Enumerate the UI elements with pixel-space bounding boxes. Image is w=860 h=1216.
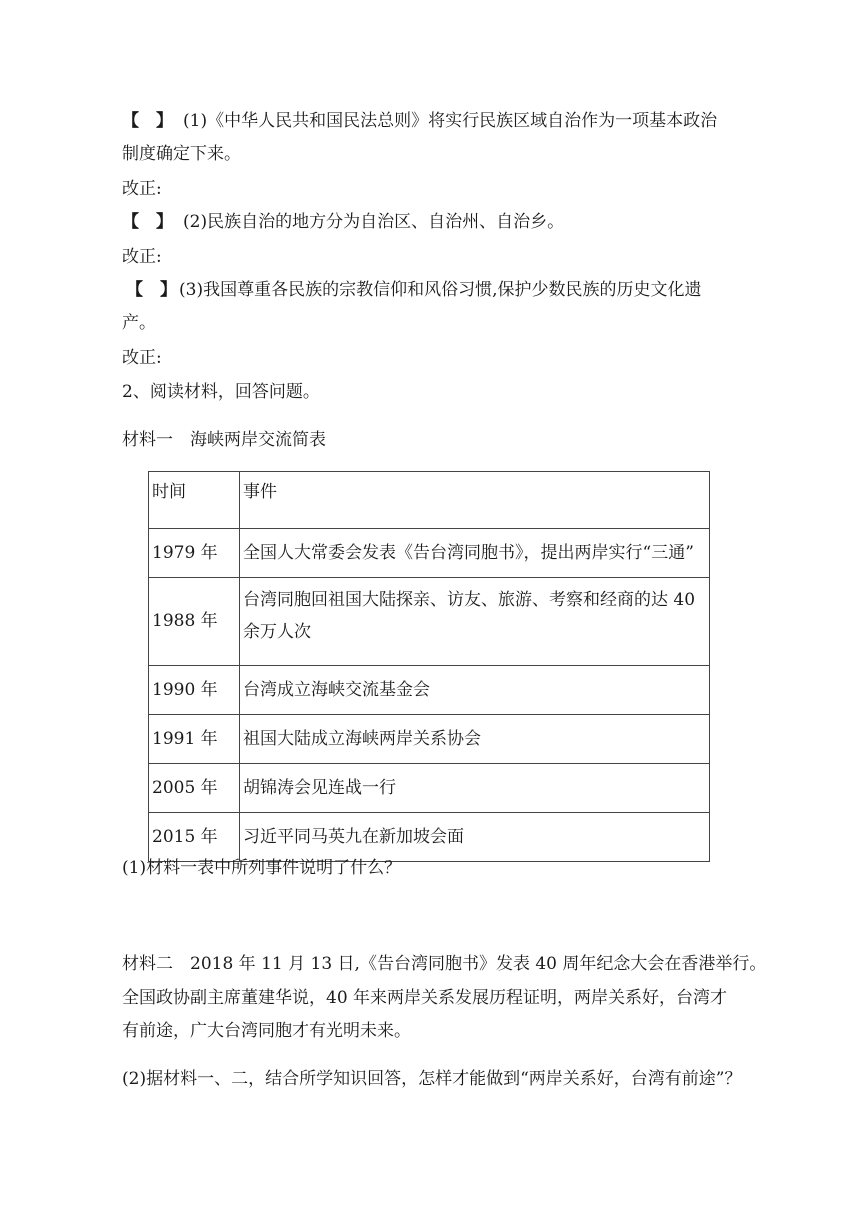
- table-row: [149, 666, 710, 715]
- material2-line2: 全国政协副主席董建华说，40 年来两岸关系发展历程证明，两岸关系好，台湾才: [122, 988, 728, 1008]
- answer-bracket[interactable]: 【 】: [122, 111, 173, 131]
- item1-line1: [122, 113, 717, 130]
- item1-text: (1)《中华人民共和国民法总则》将实行民族区域自治作为一项基本政治: [183, 111, 718, 131]
- correction-label-1: 改正:: [122, 179, 162, 199]
- cell-year: 1979 年: [149, 529, 240, 578]
- cell-event: 习近平同马英九在新加坡会面: [240, 813, 710, 862]
- cell-event: 全国人大常委会发表《告台湾同胞书》，提出两岸实行“三通”: [240, 529, 710, 578]
- cell-event-line: 台湾同胞回祖国大陆探亲、访友、旅游、考察和经商的达 40: [243, 590, 696, 610]
- cell-year: 2015 年: [149, 813, 240, 862]
- table-row: [149, 578, 710, 666]
- answer-bracket[interactable]: 【 】: [122, 212, 173, 232]
- material1-title: 材料一 海峡两岸交流简表: [122, 430, 326, 450]
- header-time: 时间: [149, 472, 240, 529]
- item1-line2: 制度确定下来。: [122, 144, 241, 164]
- cell-event: [240, 578, 710, 666]
- question2-heading: 2、阅读材料，回答问题。: [122, 382, 320, 402]
- table-row: [149, 529, 710, 578]
- table-row: [149, 764, 710, 813]
- exchange-table: [148, 471, 710, 862]
- table-row: [149, 715, 710, 764]
- cell-event: 胡锦涛会见连战一行: [240, 764, 710, 813]
- correction-label-2: 改正:: [122, 247, 162, 267]
- cell-year: 1991 年: [149, 715, 240, 764]
- question2-sub2: (2)据材料一、二，结合所学知识回答，怎样才能做到“两岸关系好，台湾有前途”？: [122, 1069, 742, 1089]
- item2-line1: [122, 214, 564, 231]
- material2-line3: 有前途，广大台湾同胞才有光明未来。: [122, 1021, 411, 1041]
- table-header-row: [149, 472, 710, 529]
- cell-event: 台湾成立海峡交流基金会: [240, 666, 710, 715]
- correction-label-3: 改正:: [122, 348, 162, 368]
- cell-year: 1988 年: [149, 578, 240, 666]
- item3-text: (3)我国尊重各民族的宗教信仰和风俗习惯,保护少数民族的历史文化遗: [179, 280, 702, 300]
- item3-line2: 产。: [122, 313, 156, 333]
- question2-sub1: (1)材料一表中所列事件说明了什么？: [122, 858, 402, 878]
- header-event: 事件: [240, 472, 710, 529]
- material2-line1: 材料二 2018 年 11 月 13 日,《告台湾同胞书》发表 40 周年纪念大会在香港举行。: [122, 954, 767, 974]
- cell-year: 1990 年: [149, 666, 240, 715]
- item2-text: (2)民族自治的地方分为自治区、自治州、自治乡。: [183, 212, 565, 232]
- item3-line1: [126, 282, 701, 299]
- answer-bracket[interactable]: 【 】: [126, 280, 177, 300]
- cell-year: 2005 年: [149, 764, 240, 813]
- cell-event-line: 余万人次: [243, 622, 311, 643]
- cell-event: 祖国大陆成立海峡两岸关系协会: [240, 715, 710, 764]
- table-row: [149, 813, 710, 862]
